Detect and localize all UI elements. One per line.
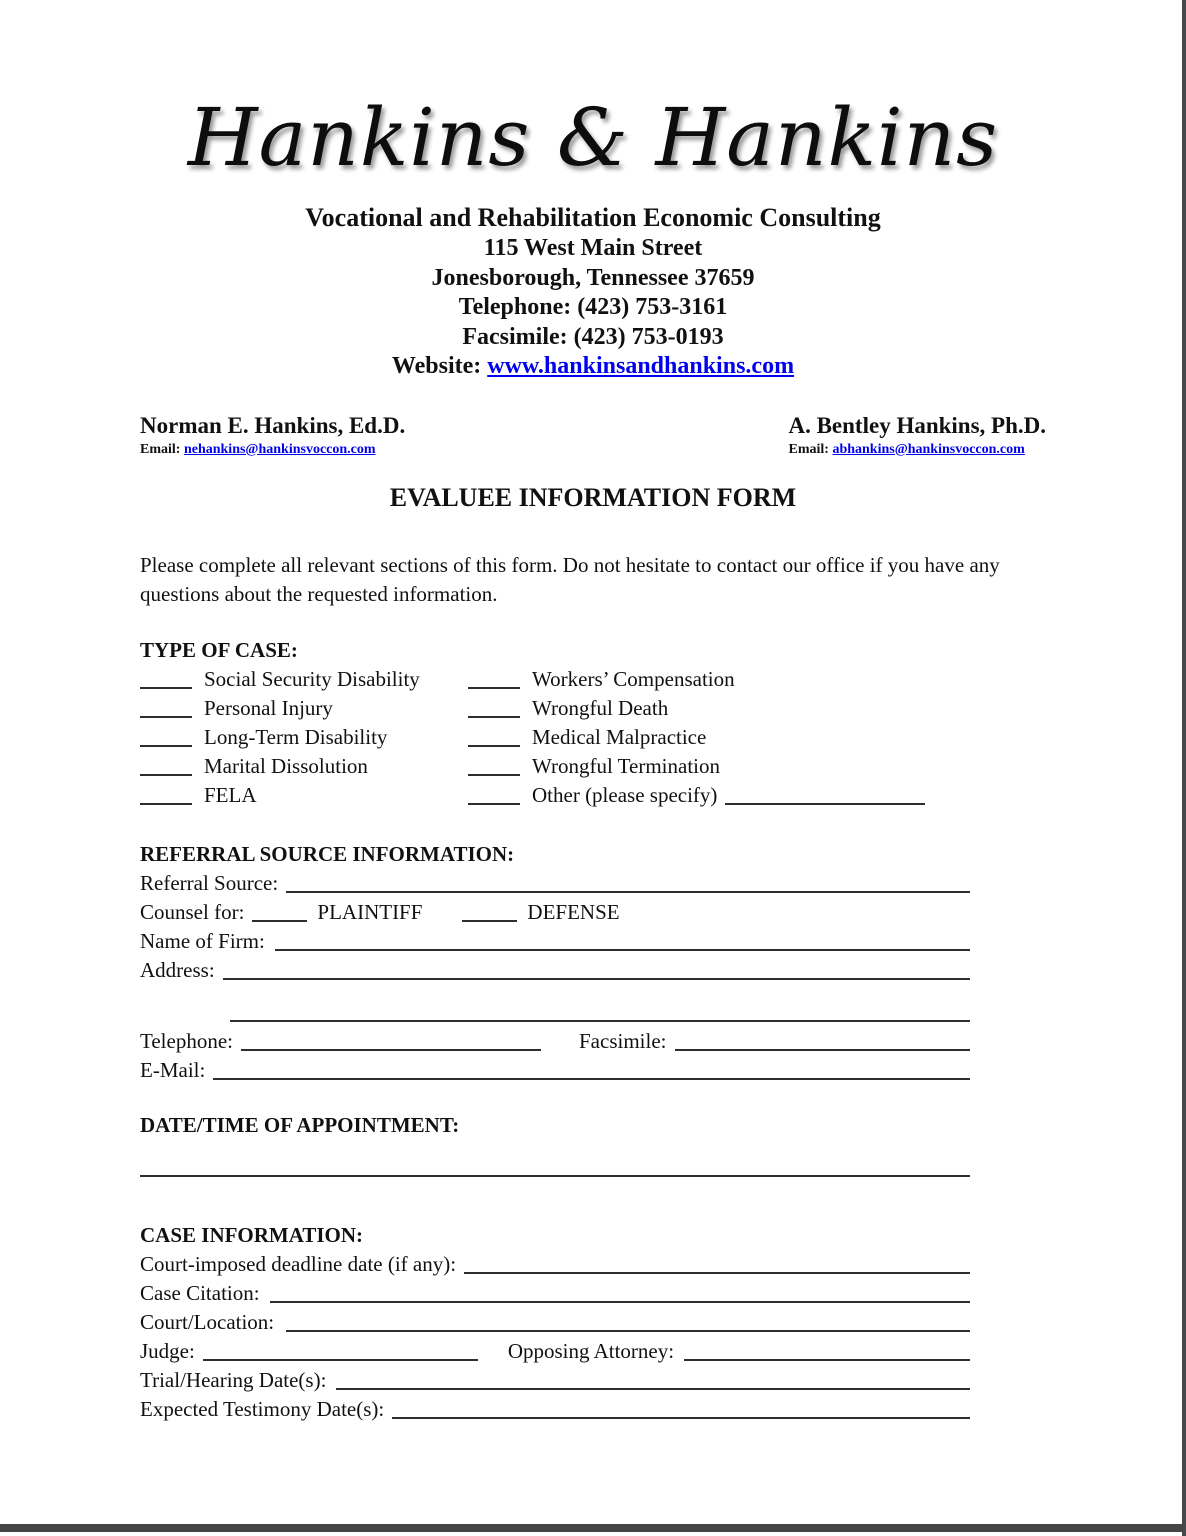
other-specify-blank: [725, 803, 925, 805]
name-of-firm-label: Name of Firm:: [140, 928, 265, 953]
appointment-heading: DATE/TIME OF APPOINTMENT:: [140, 1112, 460, 1137]
court-location-row: [140, 1308, 970, 1337]
judge-row: [140, 1337, 970, 1366]
checkbox-blank: [140, 745, 192, 747]
expected-testimony-blank: [392, 1417, 970, 1419]
telephone-facsimile-row: [140, 1027, 970, 1056]
email-label: Email:: [140, 441, 181, 457]
checkbox-blank: [140, 803, 192, 805]
address-continuation-blank: [230, 1020, 970, 1022]
facsimile-blank: [675, 1049, 971, 1051]
case-option-label: Social Security Disability: [204, 666, 420, 691]
case-option-label: Wrongful Death: [532, 695, 669, 720]
opposing-attorney-blank: [684, 1359, 970, 1361]
case-option-label: Other (please specify): [532, 782, 718, 807]
case-citation-row: [140, 1279, 970, 1308]
counsel-for-label: Counsel for:: [140, 899, 245, 924]
email-label: Email:: [788, 441, 829, 457]
company-logo: Hankins & Hankins: [187, 91, 999, 184]
appointment-blank: [140, 1169, 970, 1177]
letterhead: [0, 0, 1186, 382]
consultant-email-line: [788, 440, 1046, 459]
checkbox-blank: [468, 774, 520, 776]
trial-dates-blank: [336, 1388, 970, 1390]
consultant-name: A. Bentley Hankins, Ph.D.: [788, 412, 1046, 438]
checkbox-blank: [468, 687, 520, 689]
opposing-attorney-label: Opposing Attorney:: [507, 1338, 675, 1363]
referral-source-row: [140, 869, 970, 898]
telephone-label: Telephone:: [140, 1028, 233, 1053]
telephone-blank: [241, 1049, 541, 1051]
referral-source-label: Referral Source:: [140, 870, 279, 895]
referral-source-blank: [286, 891, 970, 893]
email-link[interactable]: abhankins@hankinsvoccon.com: [832, 441, 1025, 457]
page-right-edge: [1182, 0, 1186, 1536]
checkbox-blank: [140, 716, 192, 718]
checkbox-blank: [140, 687, 192, 689]
form-title: EVALUEE INFORMATION FORM: [389, 482, 797, 512]
address-city: Jonesborough, Tennessee 37659: [431, 264, 755, 291]
plaintiff-label: PLAINTIFF: [317, 899, 423, 924]
case-citation-label: Case Citation:: [140, 1280, 260, 1305]
expected-testimony-row: [140, 1395, 970, 1424]
consultant-email-line: [140, 440, 405, 459]
counsel-for-row: [140, 898, 970, 927]
defense-blank: [462, 920, 517, 922]
address-label: Address:: [140, 957, 215, 982]
deadline-blank: [464, 1272, 970, 1274]
case-option-row: [140, 781, 970, 810]
checkbox-blank: [140, 774, 192, 776]
case-information-heading: CASE INFORMATION:: [140, 1222, 364, 1247]
defense-label: DEFENSE: [527, 899, 620, 924]
judge-blank: [203, 1359, 478, 1361]
checkbox-blank: [468, 716, 520, 718]
name-of-firm-row: [140, 927, 970, 956]
e-mail-blank: [213, 1078, 970, 1080]
deadline-row: [140, 1250, 970, 1279]
expected-testimony-label: Expected Testimony Date(s):: [140, 1396, 385, 1421]
case-option-row: [140, 723, 970, 752]
type-of-case-heading: TYPE OF CASE:: [140, 637, 298, 662]
court-location-label: Court/Location:: [140, 1309, 275, 1334]
facsimile-label: Facsimile:: [579, 1028, 667, 1053]
case-option-row: [140, 694, 970, 723]
company-tagline: Vocational and Rehabilitation Economic Consulting: [305, 203, 881, 232]
referral-heading: REFERRAL SOURCE INFORMATION:: [140, 841, 515, 866]
case-option-label: Marital Dissolution: [204, 753, 368, 778]
case-citation-blank: [270, 1301, 970, 1303]
address-blank: [223, 978, 970, 980]
checkbox-blank: [468, 803, 520, 805]
case-option-label: Medical Malpractice: [532, 724, 707, 749]
case-option-row: [140, 752, 970, 781]
email-link[interactable]: nehankins@hankinsvoccon.com: [183, 441, 376, 457]
address-continuation-row: [230, 998, 970, 1027]
case-option-row: [140, 665, 970, 694]
consultant-right: [788, 412, 1046, 459]
trial-dates-label: Trial/Hearing Date(s):: [140, 1367, 327, 1392]
address-row: [140, 956, 970, 985]
court-location-blank: [286, 1330, 970, 1332]
plaintiff-blank: [252, 920, 307, 922]
deadline-label: Court-imposed deadline date (if any):: [140, 1251, 457, 1276]
trial-dates-row: [140, 1366, 970, 1395]
e-mail-label: E-Mail:: [140, 1057, 206, 1082]
address-street: 115 West Main Street: [483, 235, 703, 261]
email-row: [140, 1056, 970, 1085]
case-option-label: Personal Injury: [204, 695, 333, 720]
telephone-line: Telephone: (423) 753-3161: [458, 294, 728, 320]
consultant-name: Norman E. Hankins, Ed.D.: [140, 412, 406, 438]
case-option-label: Workers’ Compensation: [532, 666, 735, 691]
case-option-label: Long-Term Disability: [204, 724, 388, 749]
website-line: [0, 352, 1186, 382]
intro-paragraph: Please complete all relevant sections of this form. Do not hesitate to contact our office if you have any questions about the requested information.: [140, 552, 1000, 606]
facsimile-line: Facsimile: (423) 753-0193: [462, 323, 724, 350]
case-option-label: FELA: [204, 782, 257, 807]
case-option-label: Wrongful Termination: [532, 753, 721, 778]
consultant-left: [140, 412, 405, 459]
website-link[interactable]: www.hankinsandhankins.com: [487, 353, 795, 379]
page-bottom-edge: [0, 1524, 1186, 1532]
website-label: Website:: [391, 353, 482, 379]
consultants-row: [140, 412, 1046, 459]
judge-label: Judge:: [140, 1338, 195, 1363]
name-of-firm-blank: [275, 949, 970, 951]
checkbox-blank: [468, 745, 520, 747]
form-body: [140, 636, 970, 1424]
